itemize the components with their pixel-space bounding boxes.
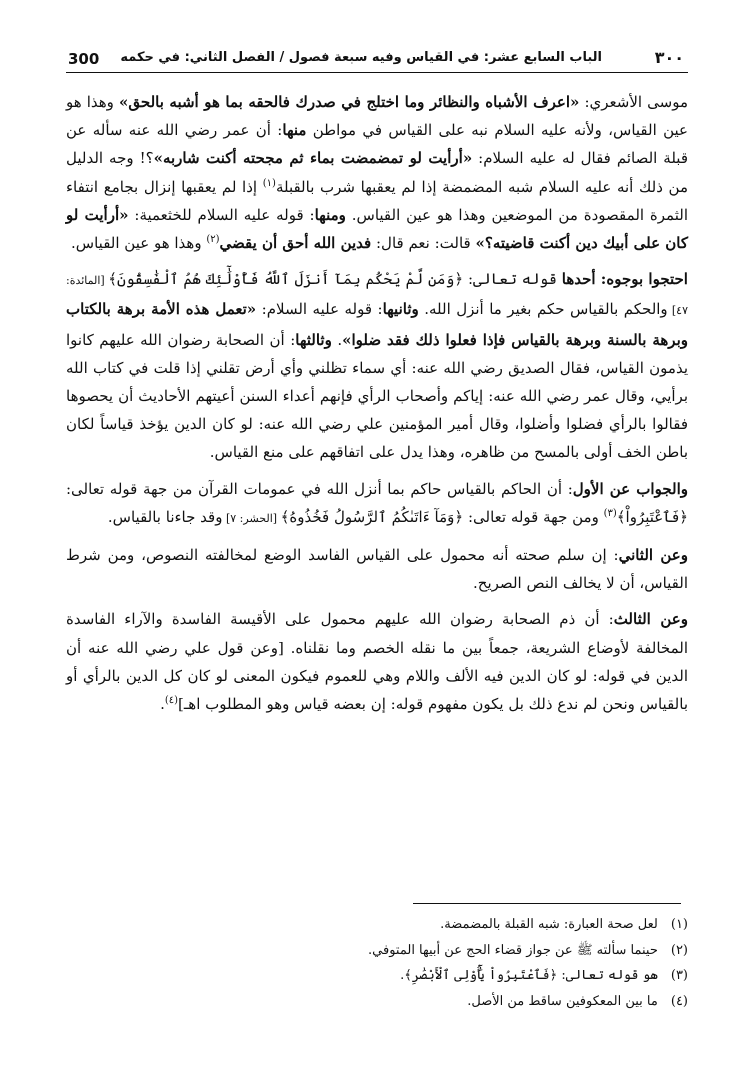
verse-reference: [الحشر: ٧]: [222, 511, 281, 525]
text-run: قالت: نعم قال:: [371, 234, 476, 253]
keyword-bold: وثالثها: [295, 330, 332, 349]
paragraph-1: [66, 88, 688, 257]
footnote-4: [66, 989, 688, 1015]
hadith-bold: فدين الله أحق أن يقضي: [219, 234, 372, 253]
text-run: : قوله عليه السلام:: [256, 300, 383, 319]
keyword-bold: منها: [282, 121, 307, 140]
text-run: : أن عمر رضي الله عنه سأله عن قبلة الصائم فقال له عليه السلام:: [66, 121, 688, 168]
text-run: : أن الحاكم بالقياس حاكم بما أنزل الله في عمومات القرآن من جهة قوله تعالى:: [66, 479, 573, 498]
footnote-ref-3[interactable]: (٣): [603, 507, 617, 519]
footnote-number: (١): [670, 917, 688, 932]
hadith-bold: «أرأيت لو كان على أبيك دين أكنت قاضيته؟»: [66, 205, 688, 253]
text-run: .: [331, 330, 343, 349]
text-run: .: [160, 695, 165, 714]
heading-bold: والجواب عن الأول: [572, 479, 688, 498]
footnote-number: (٤): [670, 993, 688, 1009]
text-run: وقد جاءنا بالقياس.: [107, 507, 223, 526]
footnote-ref-4[interactable]: (٤): [164, 695, 179, 707]
footnote-number: (٢): [670, 942, 688, 958]
keyword-bold: ومنها: [314, 205, 346, 224]
text-run: : قوله عليه السلام للخثعمية:: [128, 205, 315, 224]
text-run: موسى الأشعري:: [579, 93, 688, 111]
text-run: قوله تعالى:: [463, 270, 562, 289]
footnote-text: هو قوله تعالى: ﴿فَٱعْتَبِرُواْ يَٰٓأُوْلِى ٱلْأَبْصَٰرِ﴾.: [400, 968, 658, 983]
text-run: وهذا هو عين القياس.: [71, 234, 207, 253]
running-title: الباب السابع عشر: في القياس وفيه سبعة فصول / الفصل الثاني: في حكمه: [120, 50, 602, 65]
keyword-bold: وثانيها: [382, 300, 419, 319]
footnote-ref-1[interactable]: (١): [262, 177, 276, 189]
footnote-number: (٣): [670, 968, 688, 983]
footnote-2: [66, 938, 688, 964]
paragraph-3: [66, 475, 688, 533]
footnote-1: [66, 912, 688, 938]
verse-reference: [المائدة: ٤٧]: [66, 274, 688, 318]
footnote-text: ما بين المعكوفين ساقط من الأصل.: [467, 993, 658, 1009]
paragraph-2: [66, 265, 688, 466]
footnote-3: [66, 963, 688, 989]
page-header: [66, 44, 688, 73]
text-run: : إن سلم صحته أنه محمول على القياس الفاسد الوضع لمخالفته النصوص، ومن شرط القياس، أن لا يخالف النص الصريح.: [66, 546, 688, 593]
quote-bold: «اعرف الأشباه والنظائر وما اختلج في صدرك فالحقه بما هو أشبه بالحق»: [119, 93, 580, 111]
paragraph-4: [66, 541, 688, 597]
text-run: ومن جهة قوله تعالى:: [463, 507, 604, 526]
quran-verse: ﴿وَمَآ ءَاتَىٰكُمُ ٱلرَّسُولُ فَخُذُوهُ﴾: [280, 507, 464, 526]
heading-bold: وعن الثالث: [613, 610, 688, 629]
text-run: : أن ذم الصحابة رضوان الله عليهم محمول على الأقيسة الفاسدة والآراء الفاسدة المخالفة لأوضاع الشريعة، جمعاً بين ما نقله الخصم وما نقلناه. [وعن قول علي رضي الله عنه أن الدين في قوله: لو كان الدين فيه الألف واللام وهي للعموم فيكون المعنى لو كان كل الدين بالرأي أو بالقياس ونحن لم ندع ذلك بل يكون مفهوم قوله: إن بعضه قياس وهو المطلوب اهـ]: [66, 610, 688, 714]
text-run: وهذا هو عين القياس، ولأنه عليه السلام نبه على القياس في مواطن: [66, 93, 688, 140]
text-run: : أن الصحابة رضوان الله عليهم كانوا يذمون القياس، فقال الصديق رضي الله عنه: أي سماء تظلني وأي أرض تقلني إذا قلت في كتاب الله برأيي، وقال عمر رضي الله عنه: إياكم وأصحاب الرأي فإنهم أعداء السنن أعيتهم الأحاديث أن يحصوها فقالوا بالرأي فضلوا وأضلوا، وقال أمير المؤمنين علي رضي الله عنه: لو كان الدين يؤخذ قياساً لكان باطن الخف أولى بالمسح من ظاهره، وهذا يدل على اتفاقهم على منع القياس.: [66, 330, 688, 462]
hadith-bold: «أرأيت لو تمضمضت بماء ثم مجحته أكنت شاربه»: [153, 149, 473, 168]
page-number: 300: [68, 50, 100, 68]
footnote-ref-2[interactable]: (٢): [206, 234, 220, 246]
text-run: إذا لم يعقبها إنزال بجامع انتفاء الثمرة المقصودة من الموضعين وهذا هو عين القياس.: [66, 177, 688, 224]
page-number-arabic: ٣٠٠: [654, 48, 684, 67]
paragraph-5: [66, 605, 688, 718]
footnotes: [66, 912, 688, 1014]
heading-bold: احتجوا بوجوه: أحدها: [561, 270, 688, 289]
quran-verse: ﴿فَٱعْتَبِرُواْ﴾: [616, 507, 688, 526]
footnote-separator: [413, 903, 681, 904]
main-text: [66, 88, 688, 718]
footnote-text: لعل صحة العبارة: شبه القبلة بالمضمضة.: [440, 917, 658, 932]
text-run: والحكم بالقياس حكم بغير ما أنزل الله.: [418, 300, 668, 319]
heading-bold: وعن الثاني: [618, 546, 688, 565]
quran-verse: ﴿وَمَن لَّمْ يَحْكُم بِمَآ أَنزَلَ ٱللَّهُ فَأُوْلَٰٓئِكَ هُمُ ٱلْفَٰسِقُونَ﴾: [108, 270, 464, 289]
hadith-bold: «تعمل هذه الأمة برهة بالكتاب وبرهة بالسنة وبرهة بالقياس فإذا فعلوا ذلك فقد ضلوا»: [66, 300, 688, 349]
footnote-text: حينما سألته ﷺ عن جواز قضاء الحج عن أبيها المتوفي.: [368, 942, 658, 958]
text-run: ؟! وجه الدليل من ذلك أنه عليه السلام شبه المضمضة إذا لم يعقبها شرب بالقبلة: [66, 149, 688, 196]
